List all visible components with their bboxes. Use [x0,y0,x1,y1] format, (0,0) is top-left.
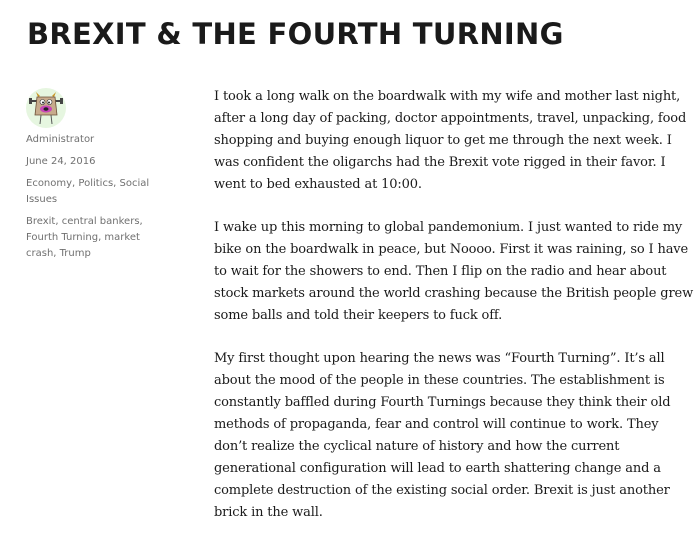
paragraph: I took a long walk on the boardwalk with my wife and mother last night, after a long day of packing, doctor appointments, travel, unpacking, food shopping and buying enough liquor to get me through the next week. I was confident the oligarchs had the Brexit vote rigged in their favor. I went to bed exhausted at 10:00. [214,89,687,192]
post-meta [26,88,166,268]
paragraph: My first thought upon hearing the news was “Fourth Turning”. It’s all about the mood of the people in these countries. The establishment is constantly baffled during Fourth Turnings because they think their old methods of propaganda, fear and control will continue to work. They don’t realize the cyclical nature of history and how the current generational configuration will lead to earth shattering change and a complete destruction of the existing social order. Brexit is just another brick in the wall. [214,351,671,520]
date-link[interactable]: June 24, 2016 [26,156,96,167]
post-tags[interactable] [26,214,166,262]
post-title: BREXIT & THE FOURTH TURNING [27,17,564,51]
author-link[interactable]: Administrator [26,134,95,145]
author-avatar[interactable] [26,88,66,128]
author-name[interactable] [26,132,166,148]
tags-links[interactable]: Brexit, central bankers, Fourth Turning, market crash, Trump [26,216,143,259]
post-categories[interactable] [26,176,166,208]
cartoon-cow-avatar-icon [26,88,66,128]
post-content [214,86,694,545]
post-date[interactable] [26,154,166,170]
categories-links[interactable]: Economy, Politics, Social Issues [26,178,150,205]
paragraph: I wake up this morning to global pandemonium. I just wanted to ride my bike on the boardwalk in peace, but Noooo. First it was raining, so I have to wait for the showers to end. Then I flip on the radio and hear about stock markets around the world crashing because the British people grew some balls and told their keepers to fuck off. [214,220,694,323]
